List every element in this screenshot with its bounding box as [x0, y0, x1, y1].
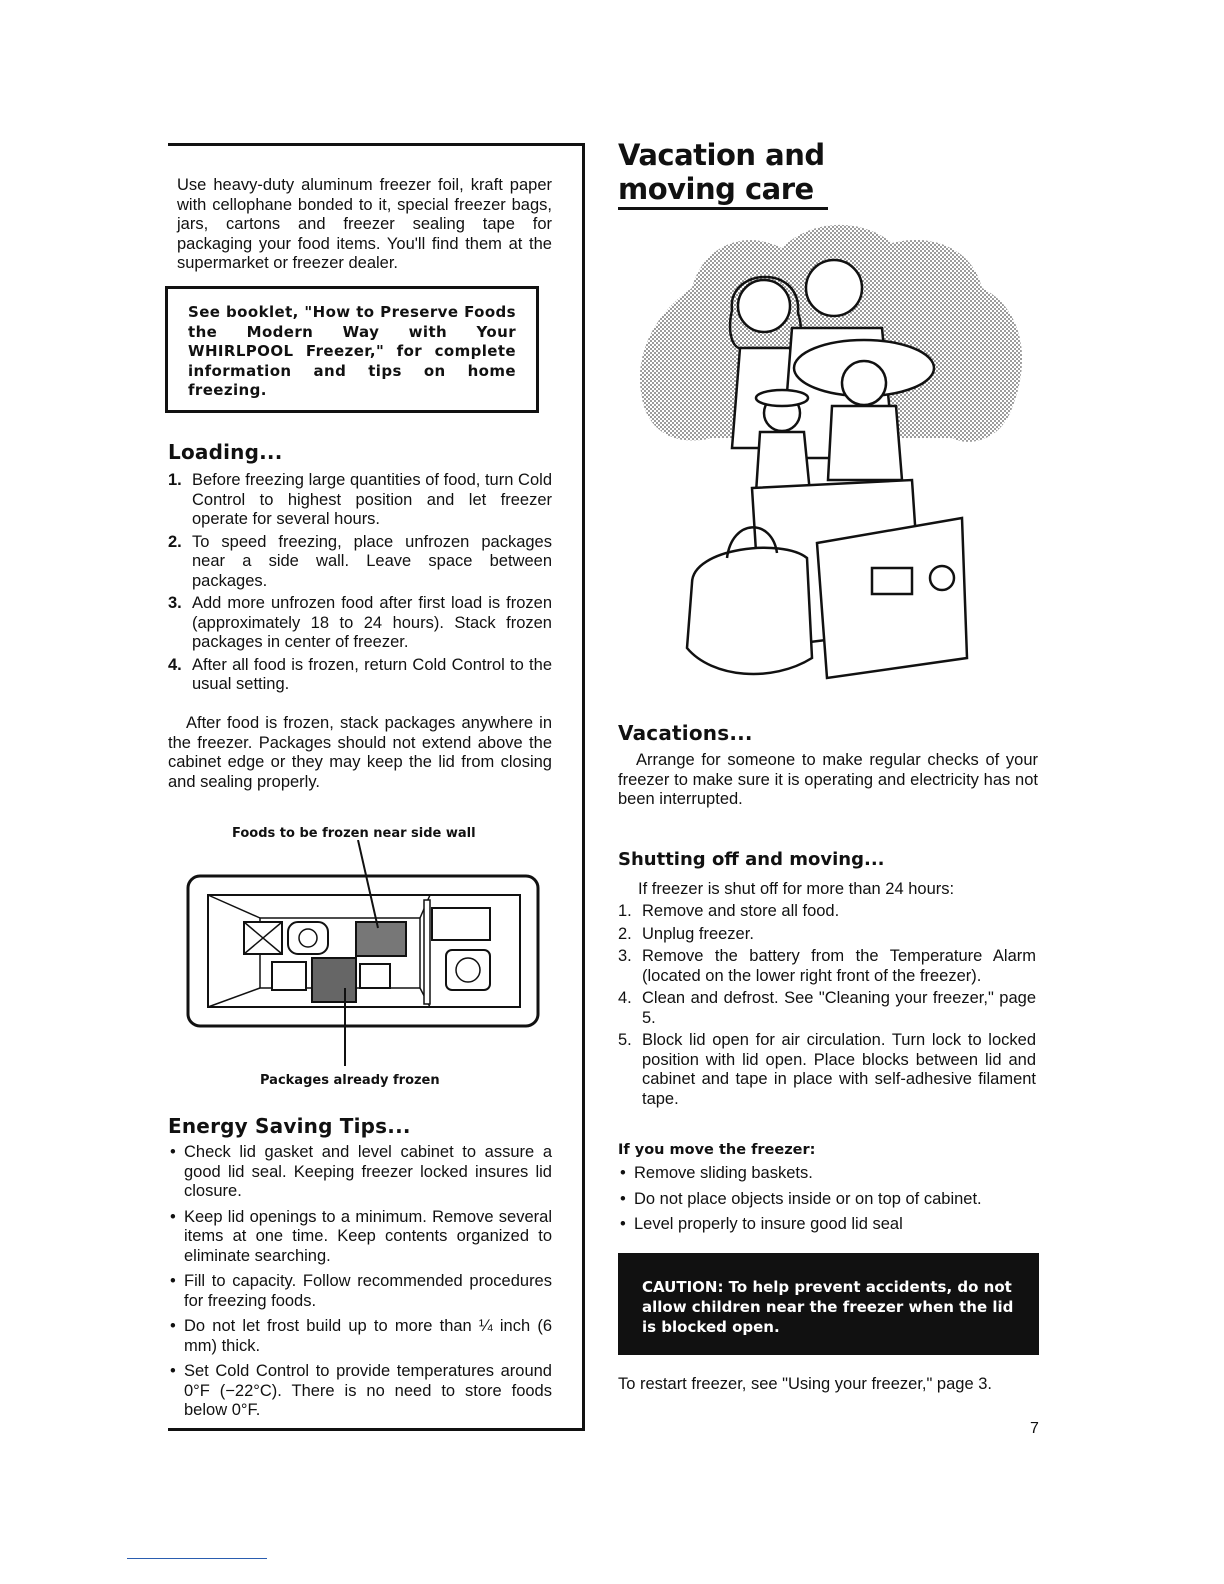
list-item: 1. Before freezing large quantities of food, turn Cold Control to highest position and let freezer operate for several hours. — [168, 471, 552, 528]
small-suitcase — [817, 518, 967, 678]
boy-head — [842, 361, 886, 405]
restart-note: To restart freezer, see "Using your freezer," page 3. — [618, 1375, 992, 1393]
girl-body — [756, 432, 810, 493]
freezer-loading-diagram — [180, 840, 545, 1070]
list-item: 4. After all food is frozen, return Cold Control to the usual setting. — [168, 655, 552, 693]
list-item: • Check lid gasket and level cabinet to assure a good lid seal. Keeping freezer locked insures lid closure. — [168, 1143, 552, 1202]
boy-body — [828, 406, 902, 480]
shutting-intro: If freezer is shut off for more than 24 hours: — [638, 880, 955, 898]
move-tips — [618, 1164, 1042, 1241]
bottom-rule — [168, 1428, 584, 1431]
title-underline — [618, 207, 828, 210]
girl-hat — [756, 390, 808, 406]
list-item: • Set Cold Control to provide temperatures around 0°F (−22°C). There is no need to store foods below 0°F. — [168, 1362, 552, 1421]
diagram-label-bottom: Packages already frozen — [260, 1073, 440, 1088]
caution-box — [618, 1253, 1039, 1355]
package-box — [360, 964, 390, 988]
list-item: • Remove sliding baskets. — [618, 1164, 1042, 1184]
man-head — [806, 260, 862, 316]
shutting-heading: Shutting off and moving... — [618, 849, 885, 870]
top-rule — [168, 143, 584, 146]
list-item: 5. Block lid open for air circulation. Turn lock to locked position with lid open. Place blocks between lid and cabinet and tape in place with self-adhesive filament tape. — [618, 1031, 1036, 1108]
page-title — [618, 138, 825, 206]
package-wrapped — [288, 922, 328, 954]
list-item: 2. To speed freezing, place unfrozen packages near a side wall. Leave space between packages. — [168, 532, 552, 590]
list-item: • Level properly to insure good lid seal — [618, 1215, 1042, 1235]
vacations-heading: Vacations... — [618, 721, 753, 745]
list-item: 1. Remove and store all food. — [618, 902, 840, 920]
list-item: 3. Remove the battery from the Temperature Alarm (located on the lower right front of the freezer). — [618, 947, 1036, 985]
vacations-text: Arrange for someone to make regular checks of your freezer to make sure it is operating and electricity has not been interrupted. — [618, 751, 1038, 808]
caution-text: CAUTION: To help prevent accidents, do not allow children near the freezer when the lid is blocked open. — [642, 1278, 1014, 1336]
list-item: 2. Unplug freezer. — [618, 924, 754, 943]
luggage-tag-ring — [930, 566, 954, 590]
title-line-1: Vacation and — [618, 138, 825, 172]
intro-paragraph: Use heavy-duty aluminum freezer foil, kraft paper with cellophane bonded to it, special freezer bags, jars, cartons and freezer sealing tape for packaging your food items. You'll find them at the supermarket or freezer dealer. — [177, 176, 552, 272]
list-item: • Keep lid openings to a minimum. Remove several items at one time. Keep contents organized to eliminate searching. — [168, 1208, 552, 1267]
freezer-compartment-divider — [424, 900, 430, 1004]
diagram-label-top: Foods to be frozen near side wall — [232, 826, 476, 841]
package-box — [432, 908, 490, 940]
list-item: • Do not place objects inside or on top of cabinet. — [618, 1190, 1042, 1210]
after-freezing-note: After food is frozen, stack packages anywhere in the freezer. Packages should not extend above the cabinet edge or they may keep the lid from closing and sealing properly. — [168, 714, 552, 791]
luggage-tag — [872, 568, 912, 594]
page-number: 7 — [1030, 1420, 1039, 1437]
loading-heading: Loading... — [168, 440, 283, 464]
loading-steps — [168, 471, 552, 698]
column-divider — [582, 143, 585, 1431]
woman-head — [738, 280, 790, 332]
move-heading: If you move the freezer: — [618, 1142, 816, 1158]
booklet-note: See booklet, "How to Preserve Foods the Modern Way with Your WHIRLPOOL Freezer," for complete information and tips on home freezing. — [188, 303, 516, 399]
package-unfrozen — [356, 922, 406, 956]
family-with-luggage-illustration — [632, 218, 1032, 693]
footer-rule — [127, 1558, 267, 1559]
energy-tips — [168, 1143, 552, 1427]
energy-heading: Energy Saving Tips... — [168, 1114, 411, 1138]
list-item: • Fill to capacity. Follow recommended procedures for freezing foods. — [168, 1272, 552, 1311]
booklet-note-box — [165, 286, 539, 413]
list-item: • Do not let frost build up to more than ¼ inch (6 mm) thick. — [168, 1317, 552, 1356]
duffel-bag — [687, 548, 812, 674]
shutting-steps — [618, 902, 1036, 1112]
package-bag — [446, 950, 490, 990]
list-item: 4. Clean and defrost. See "Cleaning your freezer," page 5. — [618, 989, 1036, 1027]
title-line-2: moving care — [618, 172, 814, 206]
package-box — [272, 962, 306, 990]
list-item: 3. Add more unfrozen food after first load is frozen (approximately 18 to 24 hours). Stack frozen packages in center of freezer. — [168, 594, 552, 651]
package-unfrozen — [312, 958, 356, 1002]
